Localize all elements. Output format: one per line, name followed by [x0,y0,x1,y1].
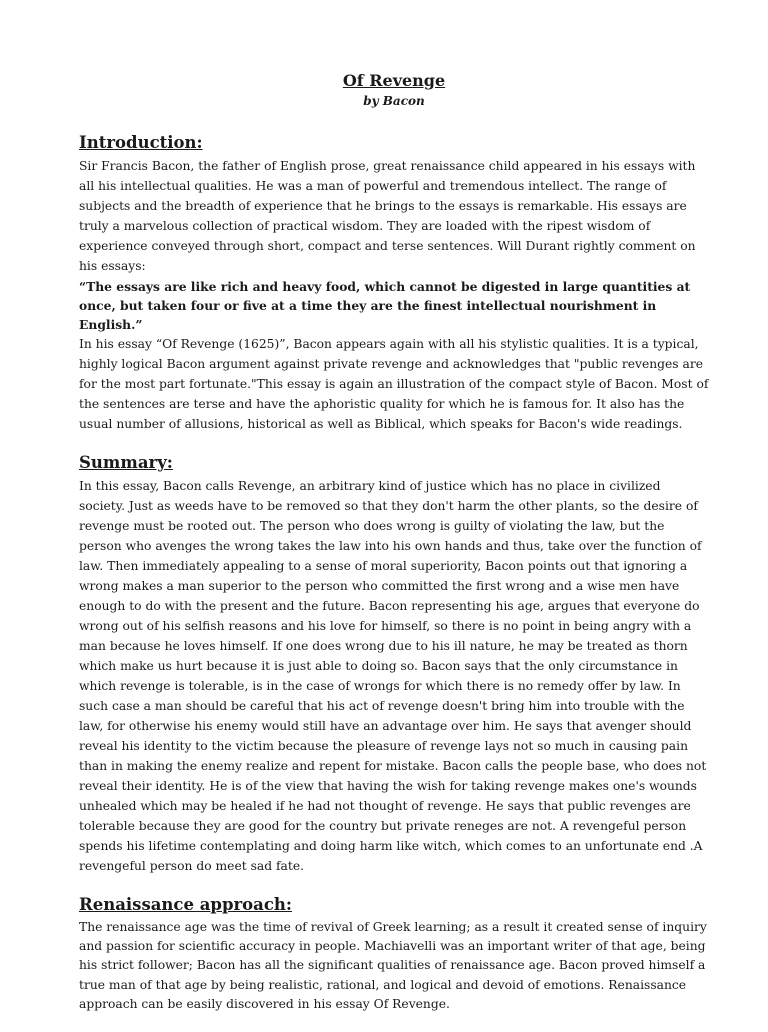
renaissance-heading: Renaissance approach: [79,895,293,915]
document-title: Of Revenge [342,71,446,90]
summary-heading: Summary: [79,453,173,473]
summary-paragraph: In this essay, Bacon calls Revenge, an arbitrary kind of justice which has no place in civilized society. Just as weeds have to be removed so that they don't harm the other plants, so the desire of revenge must be rooted out. The person who does wrong is guilty of violating the law, but the person who avenges the wrong takes the law into his own hands and thus, take over the function of law. Then immediately appealing to a sense of moral superiority, Bacon points out that ignoring a wrong makes a man superior to the person who committed the first wrong and a wise men have enough to do with the present and the future. Bacon representing his age, argues that everyone do wrong out of his selfish reasons and his love for himself, so there is no point in being angry with a man because he loves himself. If one does wrong due to his ill nature, he may be treated as thorn which make us hurt because it is just able to doing so. Bacon says that the only circumstance in which revenge is tolerable, is in the case of wrongs for which there is no remedy offer by law. In such case a man should be careful that his act of revenge doesn't bring him into trouble with the law, for otherwise his enemy would still have an advantage over him. He says that avenger should reveal his identity to the victim because the pleasure of revenge lays not so much in causing pain than in making the enemy realize and repent for mistake. Bacon calls the people base, who does not reveal their identity. He is of the view that having the wish for taking revenge makes one's wounds unhealed which may be healed if he had not thought of revenge. He says that public revenges are tolerable because they are good for the country but private reneges are not. A revengeful person spends his lifetime contemplating and doing harm like witch, which comes to an unfortunate end .A revengeful person do meet sad fate. [79,479,707,874]
durant-quote: “The essays are like rich and heavy food, which cannot be digested in large quantities at once, but taken four or five at a time they are the finest intellectual nourishment in English.” [79,278,691,332]
introduction-section [79,132,709,434]
introduction-paragraph-1: Sir Francis Bacon, the father of English prose, great renaissance child appeared in his essays with all his intellectual qualities. He was a man of powerful and tremendous intellect. The range of subjects and the breadth of experience that he brings to the essays is remarkable. His essays are truly a marvelous collection of practical wisdom. They are loaded with the ripest wisdom of experience conveyed through short, compact and terse sentences. Will Durant rightly comment on his essays: [79,159,696,274]
summary-section [79,452,709,876]
introduction-heading: Introduction: [79,133,203,152]
introduction-paragraph-2: In his essay “Of Revenge (1625)”, Bacon appears again with all his stylistic qualities. It is a typical, highly logical Bacon argument against private revenge and acknowledges that "public revenges are for the most part fortunate."This essay is again an illustration of the compact style of Bacon. Most of the sentences are terse and have the aphoristic quality for which he is famous for. It also has the usual number of allusions, historical as well as Biblical, which speaks for Bacon's wide readings. [79,336,709,431]
renaissance-paragraph: The renaissance age was the time of revival of Greek learning; as a result it created sense of inquiry and passion for scientific accuracy in people. Machiavelli was an important writer of that age, being his strict follower; Bacon has all the significant qualities of renaissance age. Bacon proved himself a true man of that age by being realistic, rational, and logical and devoid of emotions. Renaissance approach can be easily discovered in his essay Of Revenge. [79,920,707,1011]
renaissance-section [79,894,709,1014]
document-page [79,70,709,1032]
document-author: by Bacon [363,94,425,108]
